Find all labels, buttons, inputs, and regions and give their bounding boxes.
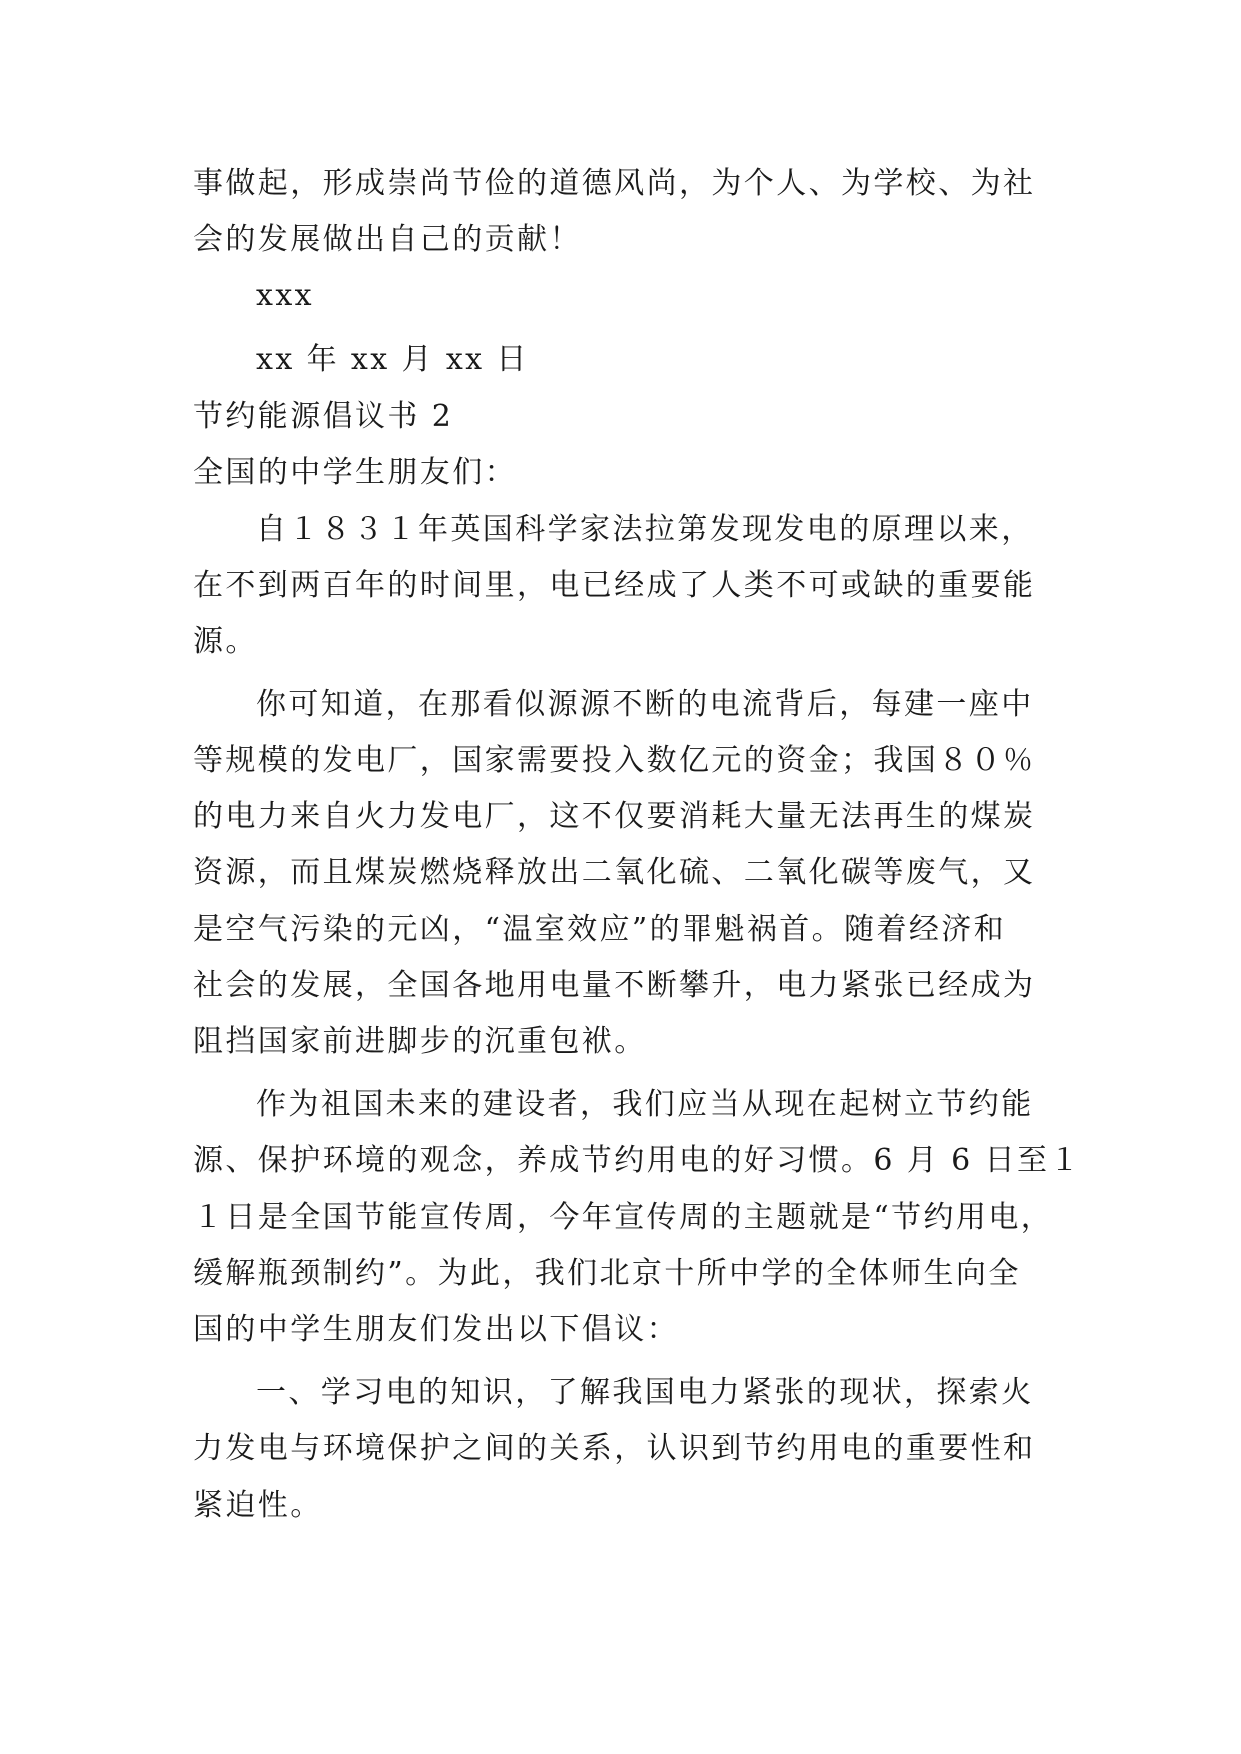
text-line: 源。 [193,624,258,659]
text-line: 社会的发展，全国各地用电量不断攀升，电力紧张已经成为 [193,968,1036,1003]
salutation: 全国的中学生朋友们： [193,455,517,490]
signature-name: xxx [256,278,314,313]
text-line: 缓解瓶颈制约”。为此，我们北京十所中学的全体师生向全 [193,1256,1021,1291]
text-line: 阻挡国家前进脚步的沉重包袱。 [193,1024,647,1059]
text-line: １日是全国节能宣传周，今年宣传周的主题就是“节约用电， [193,1200,1054,1235]
section-title: 节约能源倡议书 2 [193,399,454,434]
text-line: 国的中学生朋友们发出以下倡议： [193,1312,679,1347]
text-line: 一、学习电的知识，了解我国电力紧张的现状，探索火 [256,1375,1034,1410]
text-line: 等规模的发电厂，国家需要投入数亿元的资金；我国８０％ [193,743,1036,778]
text-line: 紧迫性。 [193,1488,323,1523]
text-line: 是空气污染的元凶，“温室效应”的罪魁祸首。随着经济和 [193,912,1007,947]
text-line: 资源，而且煤炭燃烧释放出二氧化硫、二氧化碳等废气，又 [193,855,1036,890]
text-line: 力发电与环境保护之间的关系，认识到节约用电的重要性和 [193,1431,1036,1466]
text-line: 会的发展做出自己的贡献！ [193,222,582,257]
text-line: 作为祖国未来的建设者，我们应当从现在起树立节约能 [256,1087,1034,1122]
text-line: 源、保护环境的观念，养成节约用电的好习惯。6 月 6 日至１ [193,1143,1082,1178]
text-line: 的电力来自火力发电厂，这不仅要消耗大量无法再生的煤炭 [193,799,1036,834]
text-line: 你可知道，在那看似源源不断的电流背后，每建一座中 [256,687,1034,722]
text-line: 在不到两百年的时间里，电已经成了人类不可或缺的重要能 [193,568,1036,603]
signature-date: xx 年 xx 月 xx 日 [256,342,529,377]
text-line: 事做起，形成崇尚节俭的道德风尚，为个人、为学校、为社 [193,166,1036,201]
text-line: 自１８３１年英国科学家法拉第发现发电的原理以来， [256,512,1034,547]
